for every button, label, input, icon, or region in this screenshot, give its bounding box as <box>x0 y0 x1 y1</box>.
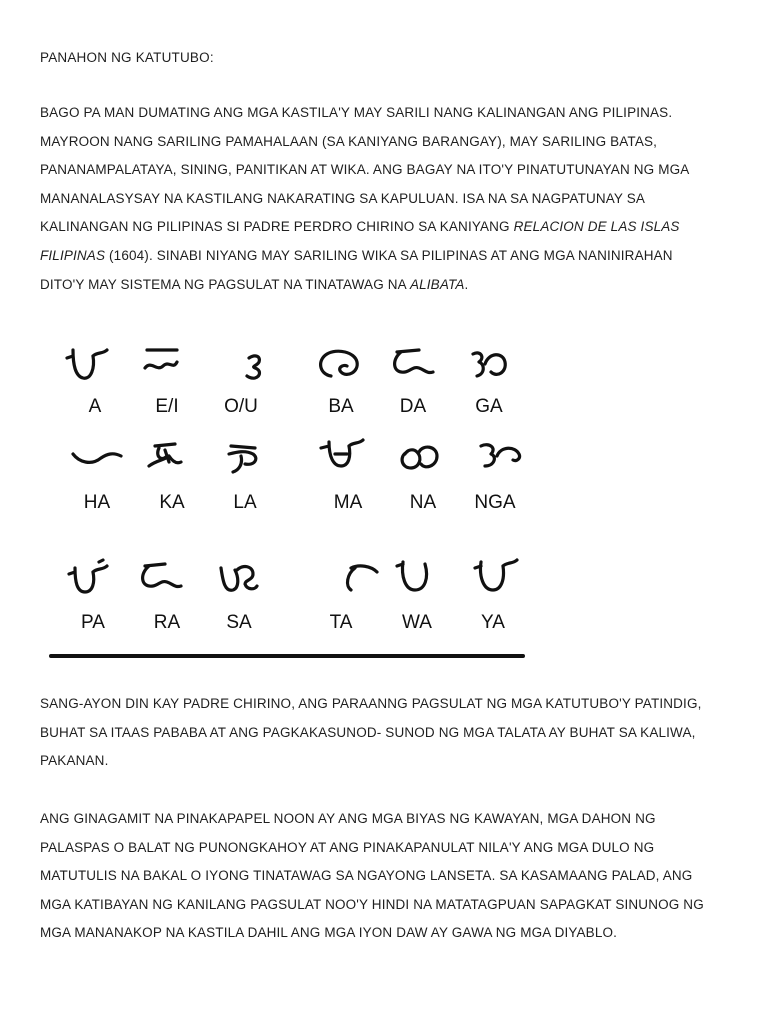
glyph-ya <box>475 560 517 590</box>
label-sa: SA <box>226 612 252 633</box>
glyph-a <box>67 350 107 378</box>
label-e-i: E/I <box>155 396 179 417</box>
paragraph-intro <box>40 99 720 299</box>
book-title-italic: RELACION DE LAS ISLAS FILIPINAS <box>40 219 680 263</box>
glyph-ra <box>143 564 181 587</box>
glyph-na <box>402 447 437 468</box>
paragraph-writing-materials: ANG GINAGAMIT NA PINAKAPAPEL NOON AY ANG MGA BIYAS NG KAWAYAN, MGA DAHON NG PALASPAS O BALAT NG PUNONGKAHOY AT ANG PINAKAPANULAT NILA'Y ANG MGA DULO NG MATUTULIS NA BAKAL O IYONG TINATAWAG SA NGAYONG LANSETA. SA KASAMAANG PALAD, ANG MGA KATIBAYAN NG KANILANG PAGSULAT NOO'Y HINDI NA MATATAGPUAN SAPAGKAT SINUNOG NG MGA MANANAKOP NA KASTILA DAHIL ANG MGA IYON DAW AY GAWA NG MGA DIYABLO. <box>40 811 704 941</box>
glyph-sa <box>221 567 257 591</box>
label-wa: WA <box>402 612 432 633</box>
paragraph-intro-text-2: (1604). SINABI NIYANG MAY SARILING WIKA SA PILIPINAS AT ANG MGA NANINIRAHAN DITO'Y MAY SISTEMA NG PAGSULAT NA TINATAWAG NA <box>40 247 673 292</box>
label-a: A <box>88 396 102 417</box>
glyph-ha <box>73 454 121 463</box>
glyph-ka <box>149 444 181 466</box>
label-ya: YA <box>481 612 505 633</box>
label-ba: BA <box>328 396 354 417</box>
glyph-ma <box>321 440 363 466</box>
glyph-da <box>395 350 433 373</box>
paragraph-intro-text-3: . <box>464 276 469 292</box>
chart-bottom-rule <box>49 654 525 658</box>
label-nga: NGA <box>474 492 516 513</box>
section-title: PANAHON NG KATUTUBO: <box>40 50 214 65</box>
glyph-ga <box>473 353 505 376</box>
glyph-ba <box>321 351 358 376</box>
glyph-pa <box>69 560 107 592</box>
label-ha: HA <box>83 492 111 513</box>
label-o-u: O/U <box>224 396 258 417</box>
glyph-ta <box>348 566 377 590</box>
label-na: NA <box>409 492 437 513</box>
glyph-nga <box>481 445 520 466</box>
alibata-chart-svg <box>45 338 535 668</box>
label-ma: MA <box>333 492 363 513</box>
label-pa: PA <box>81 612 105 633</box>
alibata-term-italic: ALIBATA <box>409 276 465 292</box>
label-ga: GA <box>475 396 503 417</box>
label-la: LA <box>233 492 257 513</box>
label-ka: KA <box>159 492 185 513</box>
glyph-o-u <box>247 356 260 378</box>
paragraph-writing-direction: SANG-AYON DIN KAY PADRE CHIRINO, ANG PARAANNG PAGSULAT NG MGA KATUTUBO'Y PATINDIG, BUHAT SA ITAAS PABABA AT ANG PAGKAKASUNOD- SUNOD NG MGA TALATA AY BUHAT SA KALIWA, PAKANAN. <box>40 696 702 769</box>
label-da: DA <box>399 396 427 417</box>
label-ra: RA <box>153 612 181 633</box>
label-ta: TA <box>329 612 353 633</box>
glyph-la <box>229 446 256 472</box>
paragraph-intro-text-1: BAGO PA MAN DUMATING ANG MGA KASTILA'Y MAY SARILI NANG KALINANGAN ANG PILIPINAS. MAYROON NANG SARILING PAMAHALAAN (SA KANIYANG BARANGAY), MAY SARILING BATAS, PANANAMPALATAYA, SINING, PANITIKAN AT WIKA. ANG BAGAY NA ITO'Y PINATUTUNAYAN NG MGA MANANALASYSAY NA KASTILANG NAKARATING SA KAPULUAN. ISA NA SA NAGPATUNAY SA KALINANGAN NG PILIPINAS SI PADRE PERDRO CHIRINO SA KANIYANG <box>40 105 689 235</box>
glyph-wa <box>397 562 427 590</box>
glyph-e-i <box>145 350 177 368</box>
alibata-chart-image <box>45 338 535 668</box>
